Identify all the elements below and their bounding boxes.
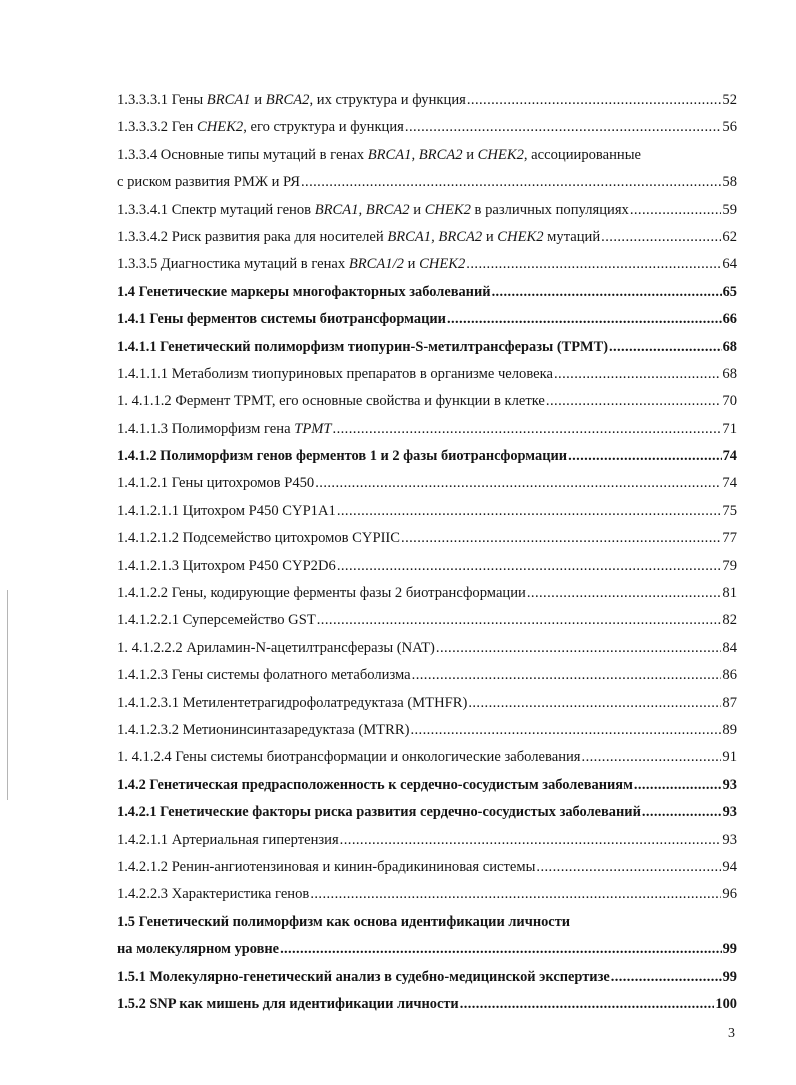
toc-entry: [117, 662, 737, 689]
toc-entry-title: [117, 470, 314, 497]
toc-entry-title: [117, 635, 435, 662]
toc-entry-text: в различных популяциях: [470, 201, 629, 218]
toc-entry-leader-dots: [491, 279, 722, 306]
toc-entry-page: 77: [722, 530, 737, 547]
toc-entry-leader-dots: [435, 635, 722, 662]
toc-entry: [117, 142, 737, 169]
toc-entry-page: 68: [722, 338, 737, 355]
toc-entry-gene-name: TPMT: [294, 420, 332, 437]
toc-entry-leader-dots: [567, 443, 722, 470]
toc-entry: [117, 854, 737, 881]
toc-entry-title: [117, 553, 336, 580]
toc-entry-page: 70: [722, 393, 737, 410]
toc-entry-leader-dots: [467, 690, 721, 717]
toc-entry-title: [117, 87, 466, 114]
toc-entry-page: 93: [722, 776, 737, 793]
toc-entry-title: [117, 744, 581, 771]
toc-entry-page: 66: [722, 311, 737, 328]
toc-entry-text: 1.4.1.2.3.2 Метионинсинтазаредуктаза (MTRR): [117, 721, 410, 738]
toc-entry: [117, 388, 737, 415]
toc-entry-text: 1.5.2 SNP как мишень для идентификации личности: [117, 995, 459, 1012]
toc-entry-gene-name: CHEK2: [424, 201, 471, 218]
toc-entry-text: 1.4.2.1.2 Ренин-ангиотензиновая и кинин-брадикининовая системы: [117, 858, 536, 875]
toc-entry-title: [117, 662, 411, 689]
toc-entry-leader-dots: [535, 854, 721, 881]
toc-entry-page: 56: [722, 119, 737, 136]
toc-entry: [117, 470, 737, 497]
toc-entry-leader-dots: [633, 772, 722, 799]
toc-entry-leader-dots: [465, 251, 721, 278]
toc-entry-title: [117, 279, 491, 306]
toc-entry-page: 96: [722, 886, 737, 903]
toc-entry: [117, 87, 737, 114]
toc-entry-text: 1.4.1.2.1.1 Цитохром Р450 CYP1A1: [117, 502, 336, 519]
toc-entry-page: 93: [722, 804, 737, 821]
toc-entry-gene-name: CHEK2: [419, 256, 466, 273]
toc-entry-leader-dots: [545, 388, 721, 415]
toc-entry-leader-dots: [279, 936, 722, 963]
toc-entry-text: 1.4.1.2.3 Гены системы фолатного метаболизма: [117, 667, 411, 684]
toc-entry-page: 93: [722, 831, 737, 848]
toc-entry-title: [117, 580, 526, 607]
toc-entry-title: [117, 251, 465, 278]
toc-entry-page: 79: [722, 557, 737, 574]
toc-entry-title: [117, 197, 629, 224]
toc-entry-page: 75: [722, 502, 737, 519]
toc-entry-leader-dots: [641, 799, 722, 826]
toc-entry-text: 1.4.2.2.3 Характеристика генов: [117, 886, 310, 903]
toc-entry: [117, 635, 737, 662]
toc-entry-leader-dots: [526, 580, 722, 607]
scan-margin-line: [7, 590, 8, 800]
toc-entry-text: и: [403, 256, 420, 273]
toc-entry-title: [117, 142, 737, 169]
toc-entry-text: 1.3.3.3.2 Ген: [117, 119, 197, 136]
toc-entry: [117, 553, 737, 580]
toc-entry-page: 91: [722, 749, 737, 766]
toc-entry-title: [117, 443, 567, 470]
toc-entry-title: [117, 169, 300, 196]
toc-entry-title: [117, 224, 600, 251]
toc-entry: [117, 580, 737, 607]
toc-entry: [117, 416, 737, 443]
toc-entry-title: [117, 991, 459, 1018]
toc-entry-leader-dots: [553, 361, 721, 388]
toc-entry-gene-name: BRCA2: [265, 92, 310, 108]
toc-entry-leader-dots: [309, 881, 721, 908]
toc-entry-leader-dots: [404, 114, 722, 141]
toc-entry-text: мутаций: [543, 228, 601, 245]
toc-entry-page: 68: [722, 365, 737, 382]
toc-entry: [117, 717, 737, 744]
toc-entry-gene-name: CHEK2: [477, 146, 524, 163]
toc-entry-page: 94: [722, 858, 737, 875]
toc-entry-text: 1. 4.1.2.2.2 Ариламин-N-ацетилтрансферазы (NAT): [117, 639, 435, 656]
toc-entry-leader-dots: [332, 416, 722, 443]
toc-entry-text: 1.3.3.5 Диагностика мутаций в генах: [117, 256, 349, 273]
toc-entry-gene-name: CHEK2: [197, 119, 244, 136]
toc-entry: [117, 114, 737, 141]
toc-entry-leader-dots: [316, 607, 722, 634]
toc-entry: [117, 909, 737, 936]
toc-entry-gene-name: BRCA1, BRCA2: [314, 201, 410, 218]
toc-entry-title: [117, 416, 332, 443]
toc-entry-text: и: [482, 228, 498, 245]
toc-entry-title: [117, 388, 545, 415]
toc-entry-text: и: [409, 201, 425, 218]
toc-entry-page: 71: [722, 420, 737, 437]
toc-entry-text: 1.3.3.4.1 Спектр мутаций генов: [117, 201, 315, 218]
toc-entry: [117, 334, 737, 361]
toc-entry-page: 52: [722, 92, 737, 108]
toc-entry-text: 1.4.2.1 Генетические факторы риска развития сердечно-сосудистых заболеваний: [117, 804, 641, 821]
toc-entry-title: [117, 936, 279, 963]
toc-entry-text: 1.3.3.3.1 Гены: [117, 92, 207, 108]
toc-entry-leader-dots: [466, 87, 722, 114]
toc-entry-title: [117, 881, 309, 908]
toc-entry-title: [117, 772, 633, 799]
toc-entry-text: , их структура и функция: [309, 92, 466, 108]
toc-entry-text: 1.4.1.2.2 Гены, кодирующие ферменты фазы 2 биотрансформации: [117, 585, 526, 602]
toc-entry-text: 1.4.1.2.2.1 Суперсемейство GST: [117, 612, 316, 629]
toc-entry-leader-dots: [409, 717, 721, 744]
toc-entry: [117, 279, 737, 306]
toc-entry-page: 82: [722, 612, 737, 629]
toc-entry-leader-dots: [581, 744, 722, 771]
toc-entry-leader-dots: [610, 964, 722, 991]
page-number: 3: [728, 1026, 735, 1041]
toc-entry-text: 1.4.1.2.1.3 Цитохром Р450 CYP2D6: [117, 557, 336, 574]
toc-entry-leader-dots: [314, 470, 721, 497]
toc-entry-page: 74: [722, 448, 737, 465]
toc-entry: [117, 197, 737, 224]
toc-entry: [117, 991, 737, 1018]
toc-entry-page: 100: [715, 995, 737, 1012]
toc-entry-text: , ассоциированные: [523, 146, 642, 163]
toc-entry-page: 81: [722, 585, 737, 602]
toc-entry-gene-name: BRCA1: [206, 92, 251, 108]
toc-entry-page: 64: [722, 256, 737, 273]
toc-entry-gene-name: BRCA1, BRCA2: [367, 146, 463, 163]
toc-entry: [117, 827, 737, 854]
toc-entry-leader-dots: [600, 224, 721, 251]
toc-entry-text: на молекулярном уровне: [117, 941, 280, 958]
toc-entry: [117, 251, 737, 278]
toc-entry-page: 84: [722, 639, 737, 656]
toc-entry-text: 1.4.1.2 Полиморфизм генов ферментов 1 и 2 фазы биотрансформации: [117, 448, 568, 465]
toc-entry-title: [117, 964, 610, 991]
toc-entry: [117, 498, 737, 525]
toc-entry-title: [117, 525, 400, 552]
toc-entry-leader-dots: [400, 525, 721, 552]
toc-entry-leader-dots: [411, 662, 722, 689]
toc-entry-page: 65: [722, 283, 737, 300]
toc-entry-text: 1.4 Генетические маркеры многофакторных заболеваний: [117, 283, 491, 300]
toc-entry-text: 1.4.1.1.1 Метаболизм тиопуриновых препаратов в организме человека: [117, 365, 553, 382]
toc-entry-gene-name: BRCA1, BRCA2: [387, 228, 483, 245]
toc-entry-page: 87: [722, 694, 737, 711]
toc-entry: [117, 799, 737, 826]
toc-entry-page: 99: [722, 941, 737, 958]
toc-entry-leader-dots: [339, 827, 722, 854]
toc-entry-title: [117, 361, 553, 388]
toc-entry: [117, 690, 737, 717]
toc-entry-title: [117, 334, 608, 361]
toc-entry-gene-name: CHEK2: [497, 228, 544, 245]
toc-entry-page: 89: [722, 721, 737, 738]
toc-entry: [117, 525, 737, 552]
toc-entry-text: 1.5.1 Молекулярно-генетический анализ в судебно-медицинской экспертизе: [117, 968, 610, 985]
toc-entry-text: 1. 4.1.1.2 Фермент TPMT, его основные свойства и функции в клетке: [117, 393, 545, 410]
toc-entry-gene-name: BRCA1/2: [348, 256, 404, 273]
toc-entry-title: [117, 717, 409, 744]
toc-entry-title: [117, 854, 535, 881]
toc-entry: [117, 361, 737, 388]
toc-entry: [117, 607, 737, 634]
toc-entry-text: 1.3.3.4 Основные типы мутаций в генах: [117, 146, 368, 163]
toc-entry-leader-dots: [608, 334, 722, 361]
toc-entry-page: 86: [722, 667, 737, 684]
toc-entry: [117, 964, 737, 991]
toc-entry-title: [117, 498, 336, 525]
toc-entry-page: 99: [722, 968, 737, 985]
toc-entry-text: с риском развития РМЖ и РЯ: [117, 174, 300, 191]
toc-entry-text: 1.4.2.1.1 Артериальная гипертензия: [117, 831, 339, 848]
toc-entry-page: 62: [722, 228, 737, 245]
toc-entry-leader-dots: [336, 553, 722, 580]
toc-entry-text: 1.4.1.2.3.1 Метилентетрагидрофолатредуктаза (MTHFR): [117, 694, 468, 711]
toc-entry-text: 1.4.1.2.1.2 Подсемейство цитохромов CYPIIC: [117, 530, 401, 547]
toc-entry: [117, 306, 737, 333]
toc-entry: [117, 169, 737, 196]
toc-entry-text: и: [250, 92, 266, 108]
toc-entry-leader-dots: [336, 498, 722, 525]
toc-entry-leader-dots: [446, 306, 722, 333]
toc-entry-text: 1.4.1.1.3 Полиморфизм гена: [117, 420, 295, 437]
toc-entry-text: 1.3.3.4.2 Риск развития рака для носителей: [117, 228, 388, 245]
toc-entry-title: [117, 607, 316, 634]
toc-entry-title: [117, 909, 737, 936]
toc-entry-leader-dots: [459, 991, 715, 1018]
toc-entry-text: 1.4.1.2.1 Гены цитохромов Р450: [117, 475, 315, 492]
toc-entry-page: 58: [722, 174, 737, 191]
toc-entry-text: 1.4.1 Гены ферментов системы биотрансформации: [117, 311, 446, 328]
toc-entry-text: , его структура и функция: [243, 119, 404, 136]
toc-entry-title: [117, 114, 404, 141]
toc-entry-text: 1.5 Генетический полиморфизм как основа идентификации личности: [117, 913, 571, 930]
toc-entry-leader-dots: [629, 197, 722, 224]
toc-entry-title: [117, 799, 641, 826]
toc-entry-title: [117, 690, 467, 717]
toc-entry-title: [117, 306, 446, 333]
toc-entry-page: 74: [722, 475, 737, 492]
toc-entry: [117, 443, 737, 470]
toc-entry-text: 1.4.2 Генетическая предрасположенность к сердечно-сосудистым заболеваниям: [117, 776, 633, 793]
toc-entry: [117, 936, 737, 963]
toc-entry-page: 59: [722, 201, 737, 218]
toc-entry: [117, 744, 737, 771]
toc-entry-text: и: [462, 146, 478, 163]
toc-entry-title: [117, 827, 339, 854]
toc-entry-text: 1. 4.1.2.4 Гены системы биотрансформации и онкологические заболевания: [117, 749, 581, 766]
table-of-contents: [117, 87, 737, 1018]
toc-entry: [117, 881, 737, 908]
toc-entry-text: 1.4.1.1 Генетический полиморфизм тиопурин-S-метилтрансферазы (TPMT): [117, 338, 608, 355]
toc-entry: [117, 224, 737, 251]
toc-entry-leader-dots: [300, 169, 721, 196]
toc-entry: [117, 772, 737, 799]
